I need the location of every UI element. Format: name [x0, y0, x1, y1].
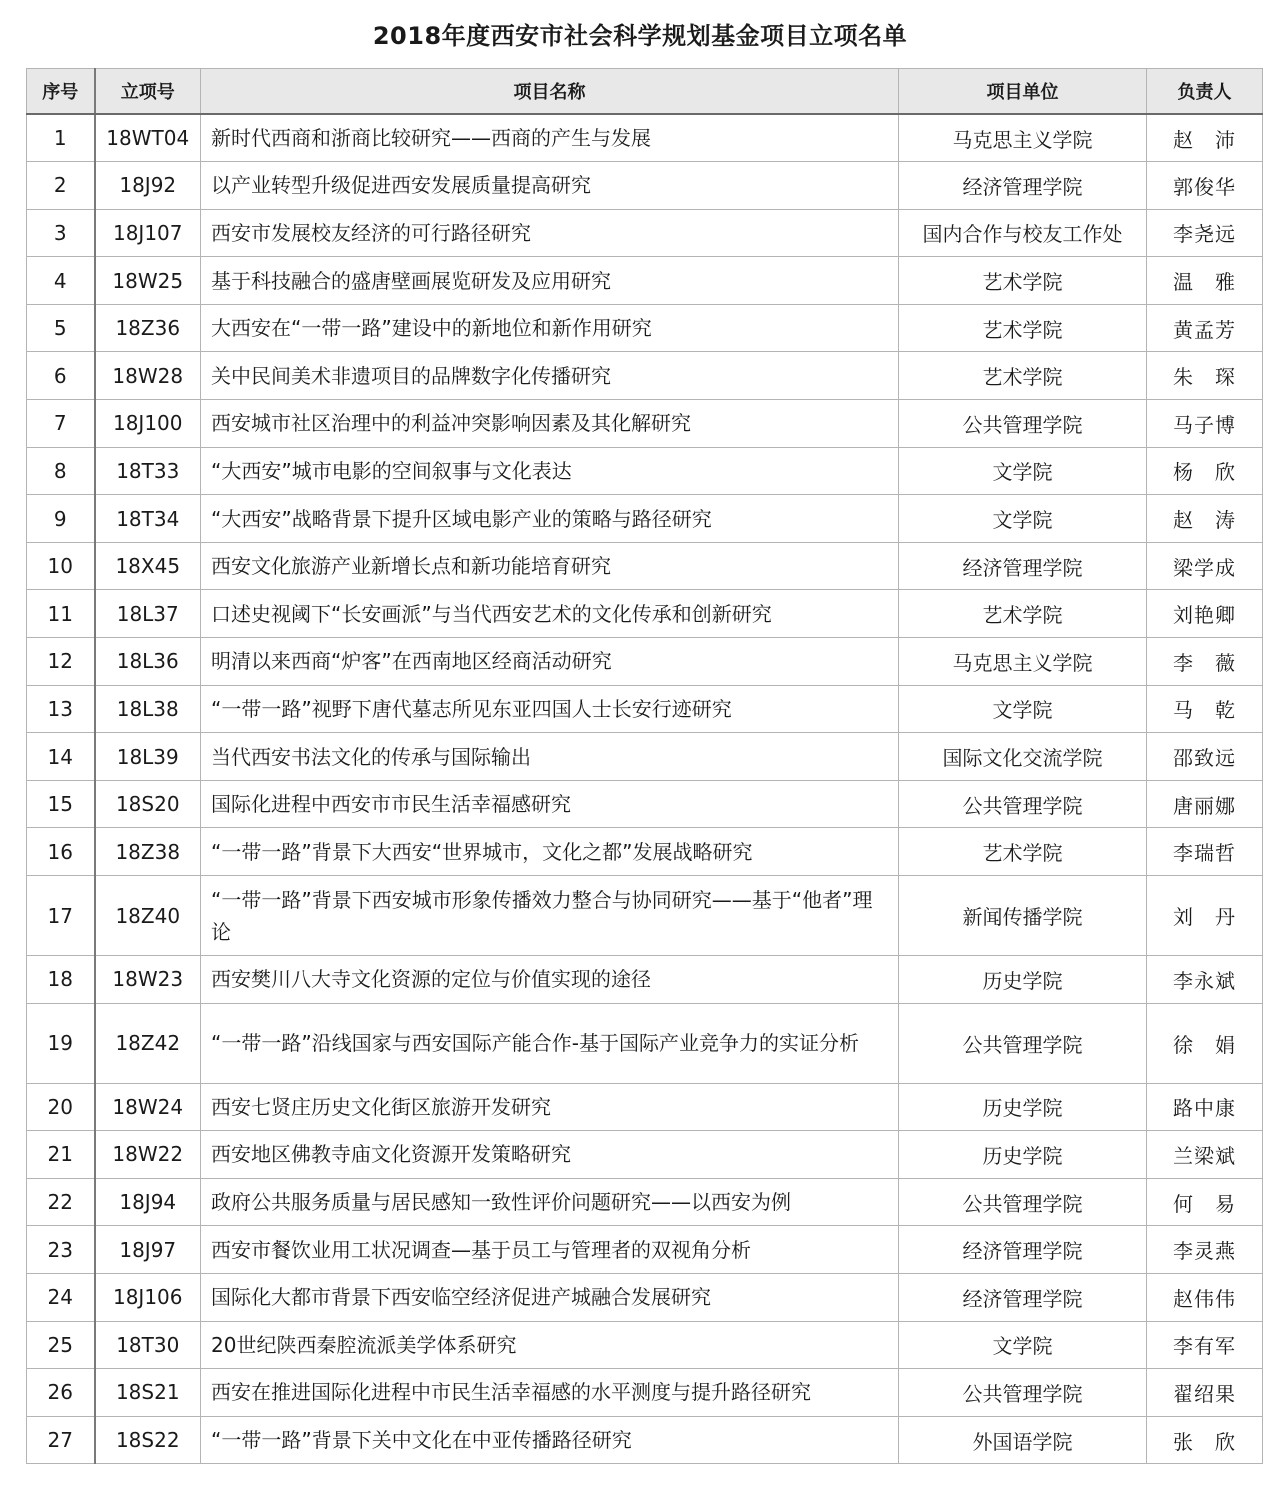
cell-unit: 艺术学院 — [899, 828, 1147, 876]
table-row — [27, 1416, 1263, 1464]
cell-code: 18S20 — [95, 780, 201, 828]
table-row — [27, 114, 1263, 162]
cell-index: 14 — [27, 733, 95, 781]
cell-index: 23 — [27, 1226, 95, 1274]
cell-unit: 艺术学院 — [899, 257, 1147, 305]
cell-index: 4 — [27, 257, 95, 305]
cell-code: 18J100 — [95, 400, 201, 448]
cell-unit: 历史学院 — [899, 956, 1147, 1004]
cell-code: 18L39 — [95, 733, 201, 781]
cell-code: 18J94 — [95, 1178, 201, 1226]
table-row — [27, 590, 1263, 638]
cell-index: 11 — [27, 590, 95, 638]
cell-code: 18J106 — [95, 1273, 201, 1321]
table-row — [27, 1226, 1263, 1274]
cell-code: 18J97 — [95, 1226, 201, 1274]
cell-project-name: 西安城市社区治理中的利益冲突影响因素及其化解研究 — [201, 400, 899, 448]
cell-project-name: “一带一路”沿线国家与西安国际产能合作-基于国际产业竞争力的实证分析 — [201, 1003, 899, 1083]
cell-leader: 马子博 — [1147, 400, 1263, 448]
project-table — [26, 68, 1263, 1464]
cell-project-name: 20世纪陕西秦腔流派美学体系研究 — [201, 1321, 899, 1369]
cell-index: 21 — [27, 1131, 95, 1179]
table-row — [27, 638, 1263, 686]
cell-code: 18S22 — [95, 1416, 201, 1464]
cell-leader: 梁学成 — [1147, 542, 1263, 590]
cell-leader: 郭俊华 — [1147, 162, 1263, 210]
cell-unit: 文学院 — [899, 685, 1147, 733]
table-row — [27, 400, 1263, 448]
cell-code: 18X45 — [95, 542, 201, 590]
cell-index: 13 — [27, 685, 95, 733]
table-row — [27, 1131, 1263, 1179]
cell-index: 10 — [27, 542, 95, 590]
cell-code: 18W25 — [95, 257, 201, 305]
table-row — [27, 162, 1263, 210]
cell-code: 18W24 — [95, 1083, 201, 1131]
cell-leader: 兰梁斌 — [1147, 1131, 1263, 1179]
table-row — [27, 876, 1263, 956]
cell-unit: 公共管理学院 — [899, 1369, 1147, 1417]
header-name: 项目名称 — [201, 69, 899, 115]
cell-index: 27 — [27, 1416, 95, 1464]
cell-project-name: “一带一路”背景下关中文化在中亚传播路径研究 — [201, 1416, 899, 1464]
cell-leader: 李灵燕 — [1147, 1226, 1263, 1274]
cell-code: 18L36 — [95, 638, 201, 686]
cell-index: 6 — [27, 352, 95, 400]
cell-project-name: “大西安”战略背景下提升区域电影产业的策略与路径研究 — [201, 495, 899, 543]
cell-project-name: “一带一路”背景下西安城市形象传播效力整合与协同研究——基于“他者”理论 — [201, 876, 899, 956]
table-row — [27, 1273, 1263, 1321]
cell-project-name: “大西安”城市电影的空间叙事与文化表达 — [201, 447, 899, 495]
cell-project-name: 大西安在“一带一路”建设中的新地位和新作用研究 — [201, 304, 899, 352]
cell-leader: 李瑞哲 — [1147, 828, 1263, 876]
cell-unit: 新闻传播学院 — [899, 876, 1147, 956]
cell-unit: 国际文化交流学院 — [899, 733, 1147, 781]
cell-unit: 经济管理学院 — [899, 542, 1147, 590]
cell-leader: 马 乾 — [1147, 685, 1263, 733]
table-row — [27, 1369, 1263, 1417]
table-row — [27, 1321, 1263, 1369]
table-row — [27, 733, 1263, 781]
cell-project-name: 国际化进程中西安市市民生活幸福感研究 — [201, 780, 899, 828]
cell-index: 15 — [27, 780, 95, 828]
cell-leader: 邵致远 — [1147, 733, 1263, 781]
cell-code: 18Z40 — [95, 876, 201, 956]
cell-project-name: 西安地区佛教寺庙文化资源开发策略研究 — [201, 1131, 899, 1179]
header-index: 序号 — [27, 69, 95, 115]
cell-leader: 刘 丹 — [1147, 876, 1263, 956]
cell-code: 18J92 — [95, 162, 201, 210]
cell-project-name: 新时代西商和浙商比较研究——西商的产生与发展 — [201, 114, 899, 162]
cell-index: 1 — [27, 114, 95, 162]
cell-project-name: “一带一路”视野下唐代墓志所见东亚四国人士长安行迹研究 — [201, 685, 899, 733]
cell-leader: 刘艳卿 — [1147, 590, 1263, 638]
table-row — [27, 495, 1263, 543]
table-row — [27, 352, 1263, 400]
cell-code: 18T34 — [95, 495, 201, 543]
cell-project-name: 西安七贤庄历史文化街区旅游开发研究 — [201, 1083, 899, 1131]
cell-project-name: “一带一路”背景下大西安“世界城市，文化之都”发展战略研究 — [201, 828, 899, 876]
cell-unit: 历史学院 — [899, 1131, 1147, 1179]
cell-leader: 翟绍果 — [1147, 1369, 1263, 1417]
header-unit: 项目单位 — [899, 69, 1147, 115]
cell-code: 18L38 — [95, 685, 201, 733]
cell-index: 26 — [27, 1369, 95, 1417]
table-row — [27, 209, 1263, 257]
table-row — [27, 542, 1263, 590]
cell-code: 18W23 — [95, 956, 201, 1004]
cell-leader: 杨 欣 — [1147, 447, 1263, 495]
cell-leader: 李 薇 — [1147, 638, 1263, 686]
table-row — [27, 956, 1263, 1004]
cell-code: 18J107 — [95, 209, 201, 257]
cell-leader: 温 雅 — [1147, 257, 1263, 305]
cell-project-name: 西安文化旅游产业新增长点和新功能培育研究 — [201, 542, 899, 590]
table-row — [27, 828, 1263, 876]
cell-unit: 公共管理学院 — [899, 1178, 1147, 1226]
cell-index: 9 — [27, 495, 95, 543]
cell-leader: 赵伟伟 — [1147, 1273, 1263, 1321]
table-row — [27, 447, 1263, 495]
cell-project-name: 当代西安书法文化的传承与国际输出 — [201, 733, 899, 781]
cell-project-name: 以产业转型升级促进西安发展质量提高研究 — [201, 162, 899, 210]
cell-leader: 赵 沛 — [1147, 114, 1263, 162]
cell-project-name: 西安市餐饮业用工状况调查—基于员工与管理者的双视角分析 — [201, 1226, 899, 1274]
table-row — [27, 1083, 1263, 1131]
cell-code: 18T30 — [95, 1321, 201, 1369]
table-header-row — [27, 69, 1263, 115]
table-row — [27, 1178, 1263, 1226]
cell-project-name: 国际化大都市背景下西安临空经济促进产城融合发展研究 — [201, 1273, 899, 1321]
cell-project-name: 西安市发展校友经济的可行路径研究 — [201, 209, 899, 257]
cell-code: 18Z36 — [95, 304, 201, 352]
cell-code: 18Z42 — [95, 1003, 201, 1083]
cell-index: 25 — [27, 1321, 95, 1369]
cell-unit: 外国语学院 — [899, 1416, 1147, 1464]
cell-leader: 黄孟芳 — [1147, 304, 1263, 352]
header-leader: 负责人 — [1147, 69, 1263, 115]
cell-unit: 文学院 — [899, 1321, 1147, 1369]
cell-project-name: 明清以来西商“炉客”在西南地区经商活动研究 — [201, 638, 899, 686]
cell-unit: 公共管理学院 — [899, 400, 1147, 448]
cell-unit: 艺术学院 — [899, 352, 1147, 400]
cell-index: 19 — [27, 1003, 95, 1083]
cell-index: 8 — [27, 447, 95, 495]
cell-unit: 公共管理学院 — [899, 1003, 1147, 1083]
cell-unit: 马克思主义学院 — [899, 638, 1147, 686]
cell-leader: 李永斌 — [1147, 956, 1263, 1004]
cell-index: 2 — [27, 162, 95, 210]
table-row — [27, 685, 1263, 733]
cell-unit: 历史学院 — [899, 1083, 1147, 1131]
cell-project-name: 口述史视阈下“长安画派”与当代西安艺术的文化传承和创新研究 — [201, 590, 899, 638]
cell-unit: 艺术学院 — [899, 304, 1147, 352]
cell-leader: 赵 涛 — [1147, 495, 1263, 543]
cell-unit: 公共管理学院 — [899, 780, 1147, 828]
cell-leader: 徐 娟 — [1147, 1003, 1263, 1083]
cell-leader: 李有军 — [1147, 1321, 1263, 1369]
table-row — [27, 257, 1263, 305]
cell-code: 18T33 — [95, 447, 201, 495]
cell-index: 16 — [27, 828, 95, 876]
cell-unit: 经济管理学院 — [899, 1226, 1147, 1274]
cell-code: 18WT04 — [95, 114, 201, 162]
cell-code: 18W22 — [95, 1131, 201, 1179]
cell-project-name: 西安在推进国际化进程中市民生活幸福感的水平测度与提升路径研究 — [201, 1369, 899, 1417]
cell-unit: 经济管理学院 — [899, 162, 1147, 210]
cell-unit: 艺术学院 — [899, 590, 1147, 638]
header-code: 立项号 — [95, 69, 201, 115]
table-row — [27, 780, 1263, 828]
cell-unit: 国内合作与校友工作处 — [899, 209, 1147, 257]
cell-code: 18L37 — [95, 590, 201, 638]
cell-project-name: 关中民间美术非遗项目的品牌数字化传播研究 — [201, 352, 899, 400]
cell-index: 18 — [27, 956, 95, 1004]
table-row — [27, 304, 1263, 352]
cell-index: 5 — [27, 304, 95, 352]
cell-leader: 唐丽娜 — [1147, 780, 1263, 828]
page-title: 2018年度西安市社会科学规划基金项目立项名单 — [372, 22, 908, 50]
cell-leader: 张 欣 — [1147, 1416, 1263, 1464]
cell-unit: 经济管理学院 — [899, 1273, 1147, 1321]
cell-project-name: 政府公共服务质量与居民感知一致性评价问题研究——以西安为例 — [201, 1178, 899, 1226]
cell-leader: 何 易 — [1147, 1178, 1263, 1226]
cell-index: 12 — [27, 638, 95, 686]
cell-leader: 李尧远 — [1147, 209, 1263, 257]
cell-index: 22 — [27, 1178, 95, 1226]
cell-unit: 马克思主义学院 — [899, 114, 1147, 162]
cell-index: 7 — [27, 400, 95, 448]
cell-project-name: 基于科技融合的盛唐壁画展览研发及应用研究 — [201, 257, 899, 305]
cell-unit: 文学院 — [899, 447, 1147, 495]
cell-code: 18W28 — [95, 352, 201, 400]
cell-index: 3 — [27, 209, 95, 257]
table-row — [27, 1003, 1263, 1083]
cell-project-name: 西安樊川八大寺文化资源的定位与价值实现的途径 — [201, 956, 899, 1004]
cell-index: 24 — [27, 1273, 95, 1321]
cell-unit: 文学院 — [899, 495, 1147, 543]
cell-leader: 路中康 — [1147, 1083, 1263, 1131]
cell-code: 18S21 — [95, 1369, 201, 1417]
cell-leader: 朱 琛 — [1147, 352, 1263, 400]
cell-code: 18Z38 — [95, 828, 201, 876]
cell-index: 20 — [27, 1083, 95, 1131]
cell-index: 17 — [27, 876, 95, 956]
